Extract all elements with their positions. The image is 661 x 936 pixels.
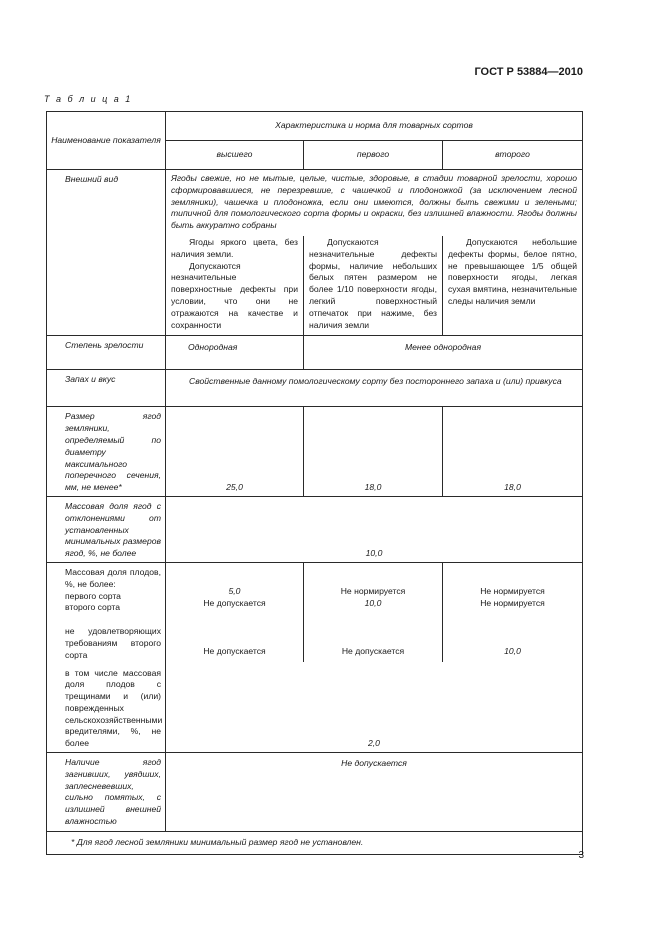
- size-highest: 25,0: [166, 407, 304, 497]
- mass-fraction-first: [304, 562, 443, 661]
- mf-second-first: 10,0: [364, 597, 382, 608]
- mass-fraction-label: [47, 562, 166, 661]
- requirements-table: [46, 111, 583, 855]
- mf-first-highest: 5,0: [228, 585, 241, 596]
- appearance-common-text: Ягоды свежие, но не мытые, целые, чистые, здоровые, в стадии товарной зрелости, хорошо сформировавшиеся, не перезревшие, с чашечкой и плодоножкой (за исключением лесной земляники), чашечка и плодоножка, если они имеются, должны быть свежими и зелеными; типичной для помологического сорта формы и окраски, без излишней влажности. Ягоды должны быть аккуратно собраны: [166, 170, 583, 236]
- smell-label: Запах и вкус: [47, 370, 166, 407]
- size-second: 18,0: [443, 407, 583, 497]
- ripeness-other: Менее однородная: [304, 336, 583, 370]
- header-grade-highest: высшего: [166, 141, 304, 170]
- mf-nonconf-first: Не допускается: [341, 645, 405, 656]
- table-caption: Т а б л и ц а 1: [44, 94, 133, 104]
- appearance-first: Допускаются незначительные дефекты формы, наличие небольших белых пятен размером не более 1/10 поверхности ягоды, легкий поверхностный отпечаток при нажиме, без наличия земли: [304, 236, 443, 336]
- header-grade-first: первого: [304, 141, 443, 170]
- mass-fraction-nonconf-label: не удовлетворяющих требованиям второго сорта: [65, 626, 161, 660]
- appearance-highest: [166, 236, 304, 336]
- ripeness-highest: Однородная: [166, 336, 304, 370]
- rotten-label: Наличие ягод загнивших, увядших, заплесневевших, сильно помятых, с излишней внешней влажностью: [47, 753, 166, 832]
- standard-number: ГОСТ Р 53884—2010: [474, 66, 583, 78]
- mf-first-first: Не нормируется: [340, 585, 406, 596]
- deviation-value: 10,0: [166, 496, 583, 562]
- cracked-value: 2,0: [166, 662, 583, 753]
- mf-nonconf-highest: Не допускается: [203, 645, 266, 656]
- mf-second-second: Не нормируется: [480, 597, 545, 608]
- page-number: 3: [578, 850, 584, 861]
- mf-nonconf-second: 10,0: [504, 645, 521, 656]
- smell-text: Свойственные данному помологическому сорту без постороннего запаха и (или) привкуса: [166, 370, 583, 407]
- size-label: Размер ягод земляники, определяемый по диаметру максимального поперечного сечения, мм, не менее*: [47, 407, 166, 497]
- ripeness-label: Степень зрелости: [47, 336, 166, 370]
- header-group: Характеристика и норма для товарных сортов: [166, 112, 583, 141]
- deviation-label: Массовая доля ягод с отклонениями от установленных минимальных размеров ягод, %, не более: [47, 496, 166, 562]
- appearance-highest-p2: Допускаются незначительные поверхностные дефекты при условии, что они не отражаются на качестве и сохранности: [171, 260, 298, 330]
- mf-second-highest: Не допускается: [203, 597, 266, 608]
- appearance-second: Допускаются небольшие дефекты формы, белое пятно, не превышающее 1/5 общей поверхности ягоды, легкая сухая вмятина, незначительные следы наличия земли: [443, 236, 583, 336]
- mass-fraction-second-label: второго сорта: [65, 602, 121, 613]
- appearance-label: Внешний вид: [47, 170, 166, 336]
- cracked-label: в том числе массовая доля плодов с трещинами и (или) поврежденных сельскохозяйственными вредителями, %, не более: [47, 662, 166, 753]
- mass-fraction-second: [443, 562, 583, 661]
- mass-fraction-intro: Массовая доля плодов, %, не более:: [65, 566, 161, 589]
- header-grade-second: второго: [443, 141, 583, 170]
- mass-fraction-highest: [166, 562, 304, 661]
- rotten-value: Не допускается: [166, 753, 583, 832]
- header-indicator: Наименование показателя: [47, 112, 166, 170]
- mf-first-second: Не нормируется: [480, 585, 545, 596]
- mass-fraction-first-label: первого сорта: [65, 590, 121, 601]
- size-first: 18,0: [304, 407, 443, 497]
- footnote: * Для ягод лесной земляники минимальный размер ягод не установлен.: [47, 832, 583, 855]
- appearance-highest-p1: Ягоды яркого цвета, без наличия земли.: [171, 236, 298, 259]
